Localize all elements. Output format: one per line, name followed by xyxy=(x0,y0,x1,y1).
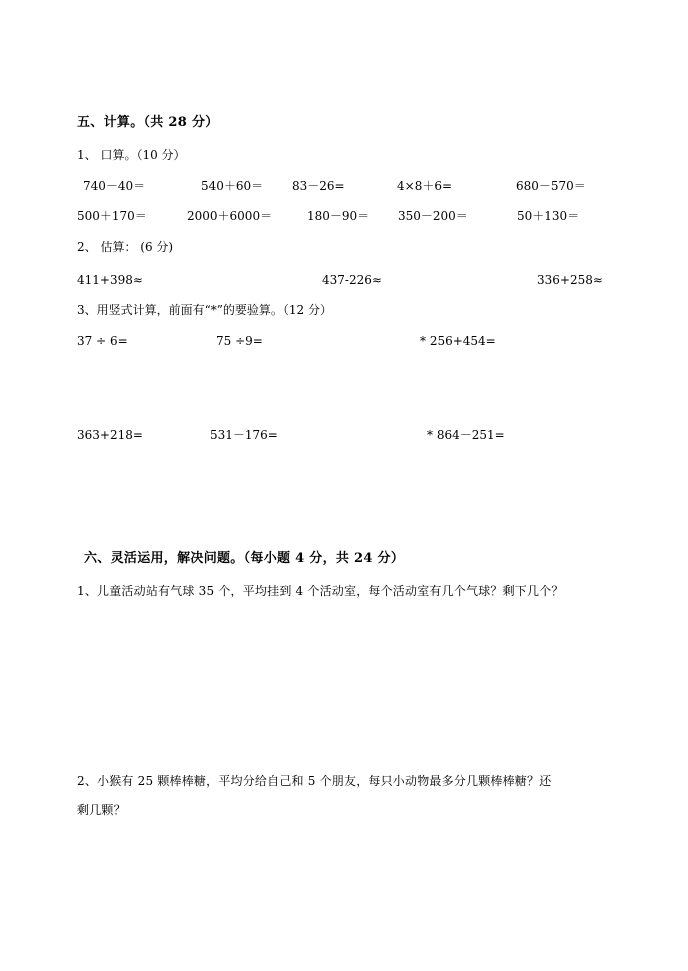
mental-math-item: 540＋60＝ xyxy=(201,179,264,193)
section-5-title: 五、计算。（共 28 分） xyxy=(77,115,219,130)
word-problem-2-line-2: 剩几颗？ xyxy=(77,803,126,817)
part-3-label: 3、用竖式计算，前面有“*”的要验算。（12 分） xyxy=(77,303,332,317)
estimation-item: 437-226≈ xyxy=(322,273,382,287)
vertical-calc-item: 75 ÷9= xyxy=(216,334,263,348)
part-2-label: 2、 估算： (6 分) xyxy=(77,240,174,254)
section-6-title: 六、灵活运用，解决问题。（每小题 4 分，共 24 分） xyxy=(84,551,405,566)
mental-math-item: 83－26= xyxy=(292,179,345,193)
vertical-calc-item: * 256+454= xyxy=(420,334,496,348)
mental-math-item: 500＋170＝ xyxy=(77,209,147,223)
estimation-item: 411+398≈ xyxy=(77,273,143,287)
estimation-item: 336+258≈ xyxy=(537,273,603,287)
mental-math-item: 2000＋6000＝ xyxy=(187,209,273,223)
word-problem-2-line-1: 2、小猴有 25 颗棒棒糖，平均分给自己和 5 个朋友，每只小动物最多分几颗棒棒糖？还 xyxy=(77,774,552,788)
word-problem-1: 1、儿童活动站有气球 35 个，平均挂到 4 个活动室，每个活动室有几个气球？剩下几个？ xyxy=(77,584,564,598)
vertical-calc-item: * 864－251= xyxy=(427,428,505,442)
vertical-calc-item: 531－176= xyxy=(210,428,278,442)
mental-math-item: 350－200＝ xyxy=(398,209,468,223)
vertical-calc-item: 37 ÷ 6= xyxy=(77,334,128,348)
mental-math-item: 4×8＋6= xyxy=(397,179,453,193)
mental-math-item: 50＋130＝ xyxy=(517,209,580,223)
part-1-label: 1、 口算。（10 分） xyxy=(77,148,186,162)
vertical-calc-item: 363+218= xyxy=(77,428,143,442)
mental-math-item: 740－40＝ xyxy=(83,179,146,193)
mental-math-item: 680－570＝ xyxy=(516,179,586,193)
mental-math-item: 180－90＝ xyxy=(307,209,370,223)
